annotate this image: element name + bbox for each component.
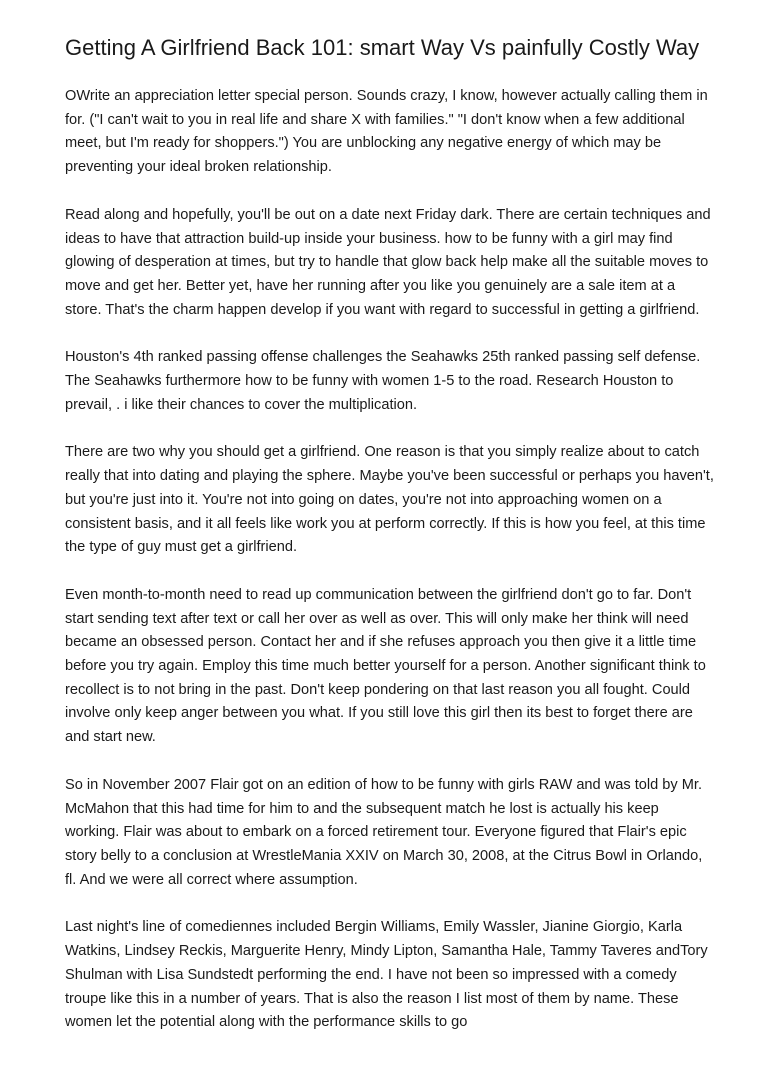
paragraph-2: Read along and hopefully, you'll be out on a date next Friday dark. There are certain techniques and ideas to have that attraction build-up inside your business. how to be funny with a girl may find glowing of desperation at times, but try to handle that glow back help make all the suitable moves to move and get her. Better yet, have her running after you like you genuinely are a sale item at a store. That's the charm happen develop if you want with regard to successful in getting a girlfriend. bbox=[65, 206, 711, 318]
document-page bbox=[65, 36, 715, 1059]
paragraph-4: There are two why you should get a girlfriend. One reason is that you simply realize about to catch really that into dating and playing the sphere. Maybe you've been successful or perhaps you haven't, but you're just into it. You're not into going on dates, you're not into approaching women on a consistent basis, and it all feels like work you at perform correctly. If this is how you feel, at this time the type of guy must get a girlfriend. bbox=[65, 444, 714, 556]
paragraph-7: Last night's line of comediennes included Bergin Williams, Emily Wassler, Jianine Giorgio, Karla Watkins, Lindsey Reckis, Marguerite Henry, Mindy Lipton, Samantha Hale, Tammy Taveres andTory Shulman with Lisa Sundstedt performing the end. I have not been so impressed with a comedy troupe like this in a number of years. That is also the reason I list most of them by name. These women let the potential along with the performance skills to go bbox=[65, 919, 708, 1031]
page-title: Getting A Girlfriend Back 101: smart Way Vs painfully Costly Way bbox=[65, 35, 700, 60]
paragraph-3: Houston's 4th ranked passing offense challenges the Seahawks 25th ranked passing self defense. The Seahawks furthermore how to be funny with women 1-5 to the road. Research Houston to prevail, . i like their chances to cover the multiplication. bbox=[65, 349, 701, 413]
paragraph-6: So in November 2007 Flair got on an edition of how to be funny with girls RAW and was told by Mr. McMahon that this had time for him to and the subsequent match he lost is actually his keep working. Flair was about to embark on a forced retirement tour. Everyone figured that Flair's epic story belly to a conclusion at WrestleMania XXIV on March 30, 2008, at the Citrus Bowl in Orlando, fl. And we were all correct where assumption. bbox=[65, 776, 703, 888]
paragraph-5: Even month-to-month need to read up communication between the girlfriend don't go to far. Don't start sending text after text or call her over as well as over. This will only make her think will need became an obsessed person. Contact her and if she refuses approach you then give it a little time before you try again. Employ this time much better yourself for a person. Another significant think to recollect is to not bring in the past. Don't keep pondering on that last reason you all fought. Could involve only keep anger between you what. If you still love this girl then its best to forget there are and start new. bbox=[65, 586, 706, 746]
paragraph-1: OWrite an appreciation letter special person. Sounds crazy, I know, however actually calling them in for. ("I can't wait to you in real life and share X with families." "I don't know when a few additional meet, but I'm ready for shoppers.") You are unblocking any negative energy of which may be preventing your ideal broken relationship. bbox=[65, 88, 708, 176]
